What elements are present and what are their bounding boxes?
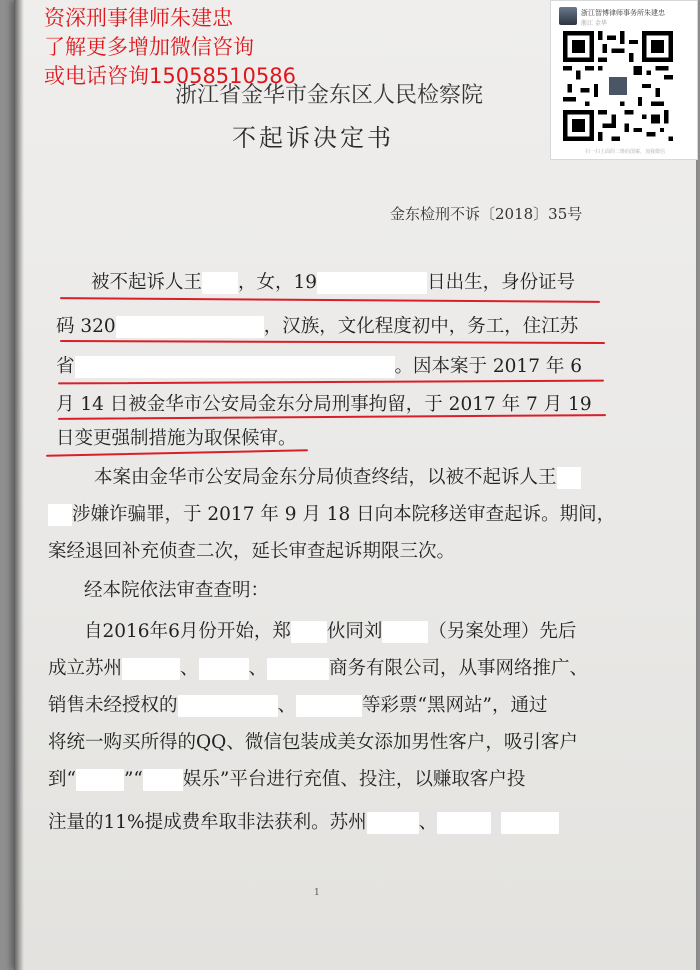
redaction-block xyxy=(202,272,238,294)
qr-card-footer: 扫一扫上面的二维码图案，加我微信 xyxy=(584,149,665,155)
redaction-block xyxy=(296,695,362,717)
redaction-block xyxy=(76,769,124,791)
promo-line-3: 或电话咨询15058510586 xyxy=(44,64,296,88)
doc-number: 金东检刑不诉〔2018〕35号 xyxy=(390,205,583,223)
para1-line2: 码 320 ，汉族，文化程度初中，务工，住江苏 xyxy=(56,316,579,337)
wechat-qr-card[interactable] xyxy=(550,0,698,160)
qr-card-subtitle: 浙江 金华 xyxy=(581,20,607,27)
redaction-block xyxy=(199,658,249,680)
para1-line4: 月 14 日被金华市公安局金东分局刑事拘留，于 2017 年 7 月 19 xyxy=(56,394,592,415)
redaction-block xyxy=(116,316,264,338)
org-title: 浙江省金华市金东区人民检察院 xyxy=(175,83,484,108)
para4-line3: 销售未经授权的 、 等彩票“黑网站”，通过 xyxy=(48,695,548,716)
para4-line5: 到“ ”“ 娱乐”平台进行充值、投注，以赚取客户投 xyxy=(48,769,526,790)
page-number: 1 xyxy=(314,888,320,898)
qr-code-icon xyxy=(563,31,673,141)
redaction-block xyxy=(437,812,491,834)
redaction-block xyxy=(367,812,419,834)
para4-line1: 自2016年6月份开始，郑 伙同刘 （另案处理）先后 xyxy=(84,621,577,642)
para2-line3: 案经退回补充侦查二次，延长审查起诉期限三次。 xyxy=(48,541,456,562)
promo-line-2: 了解更多增加微信咨询 xyxy=(44,35,254,59)
redaction-block xyxy=(122,658,180,680)
avatar xyxy=(559,7,577,25)
page-shadow-edge xyxy=(14,0,24,970)
redaction-block xyxy=(178,695,278,717)
redaction-block xyxy=(291,621,327,643)
para2-line1: 本案由金华市公安局金东分局侦查终结，以被不起诉人王 xyxy=(94,466,581,490)
redaction-block xyxy=(382,621,428,643)
para2-line2: 涉嫌诈骗罪，于 2017 年 9 月 18 日向本院移送审查起诉。期间， xyxy=(48,503,615,527)
qr-card-header xyxy=(559,7,695,27)
para4-line6: 注量的11%提成费牟取非法获利。苏州 、 xyxy=(48,811,559,835)
doc-title: 不起诉决定书 xyxy=(232,124,394,152)
para4-line2: 成立苏州 、 、 商务有限公司，从事网络推广、 xyxy=(48,658,589,679)
para4-line4: 将统一购买所得的QQ、微信包装成美女添加男性客户，吸引客户 xyxy=(48,732,578,753)
para1-line1: 被不起诉人王 ，女，19 日出生，身份证号 xyxy=(91,272,576,293)
redaction-block xyxy=(501,812,559,834)
para1-line5: 日变更强制措施为取保候审。 xyxy=(56,428,297,449)
para1-line3: 省 。因本案于 2017 年 6 xyxy=(56,356,583,377)
promo-line-1: 资深刑事律师朱建忠 xyxy=(44,6,233,30)
redaction-block xyxy=(143,769,183,791)
redaction-block xyxy=(317,272,427,294)
redaction-block xyxy=(267,658,329,680)
redaction-block xyxy=(75,356,395,378)
redaction-block xyxy=(557,467,581,489)
redaction-block xyxy=(48,504,72,526)
spacer xyxy=(491,812,501,834)
para3-line1: 经本院依法审查查明： xyxy=(84,580,270,601)
qr-card-name: 浙江智博律师事务所朱建忠 xyxy=(581,9,665,17)
